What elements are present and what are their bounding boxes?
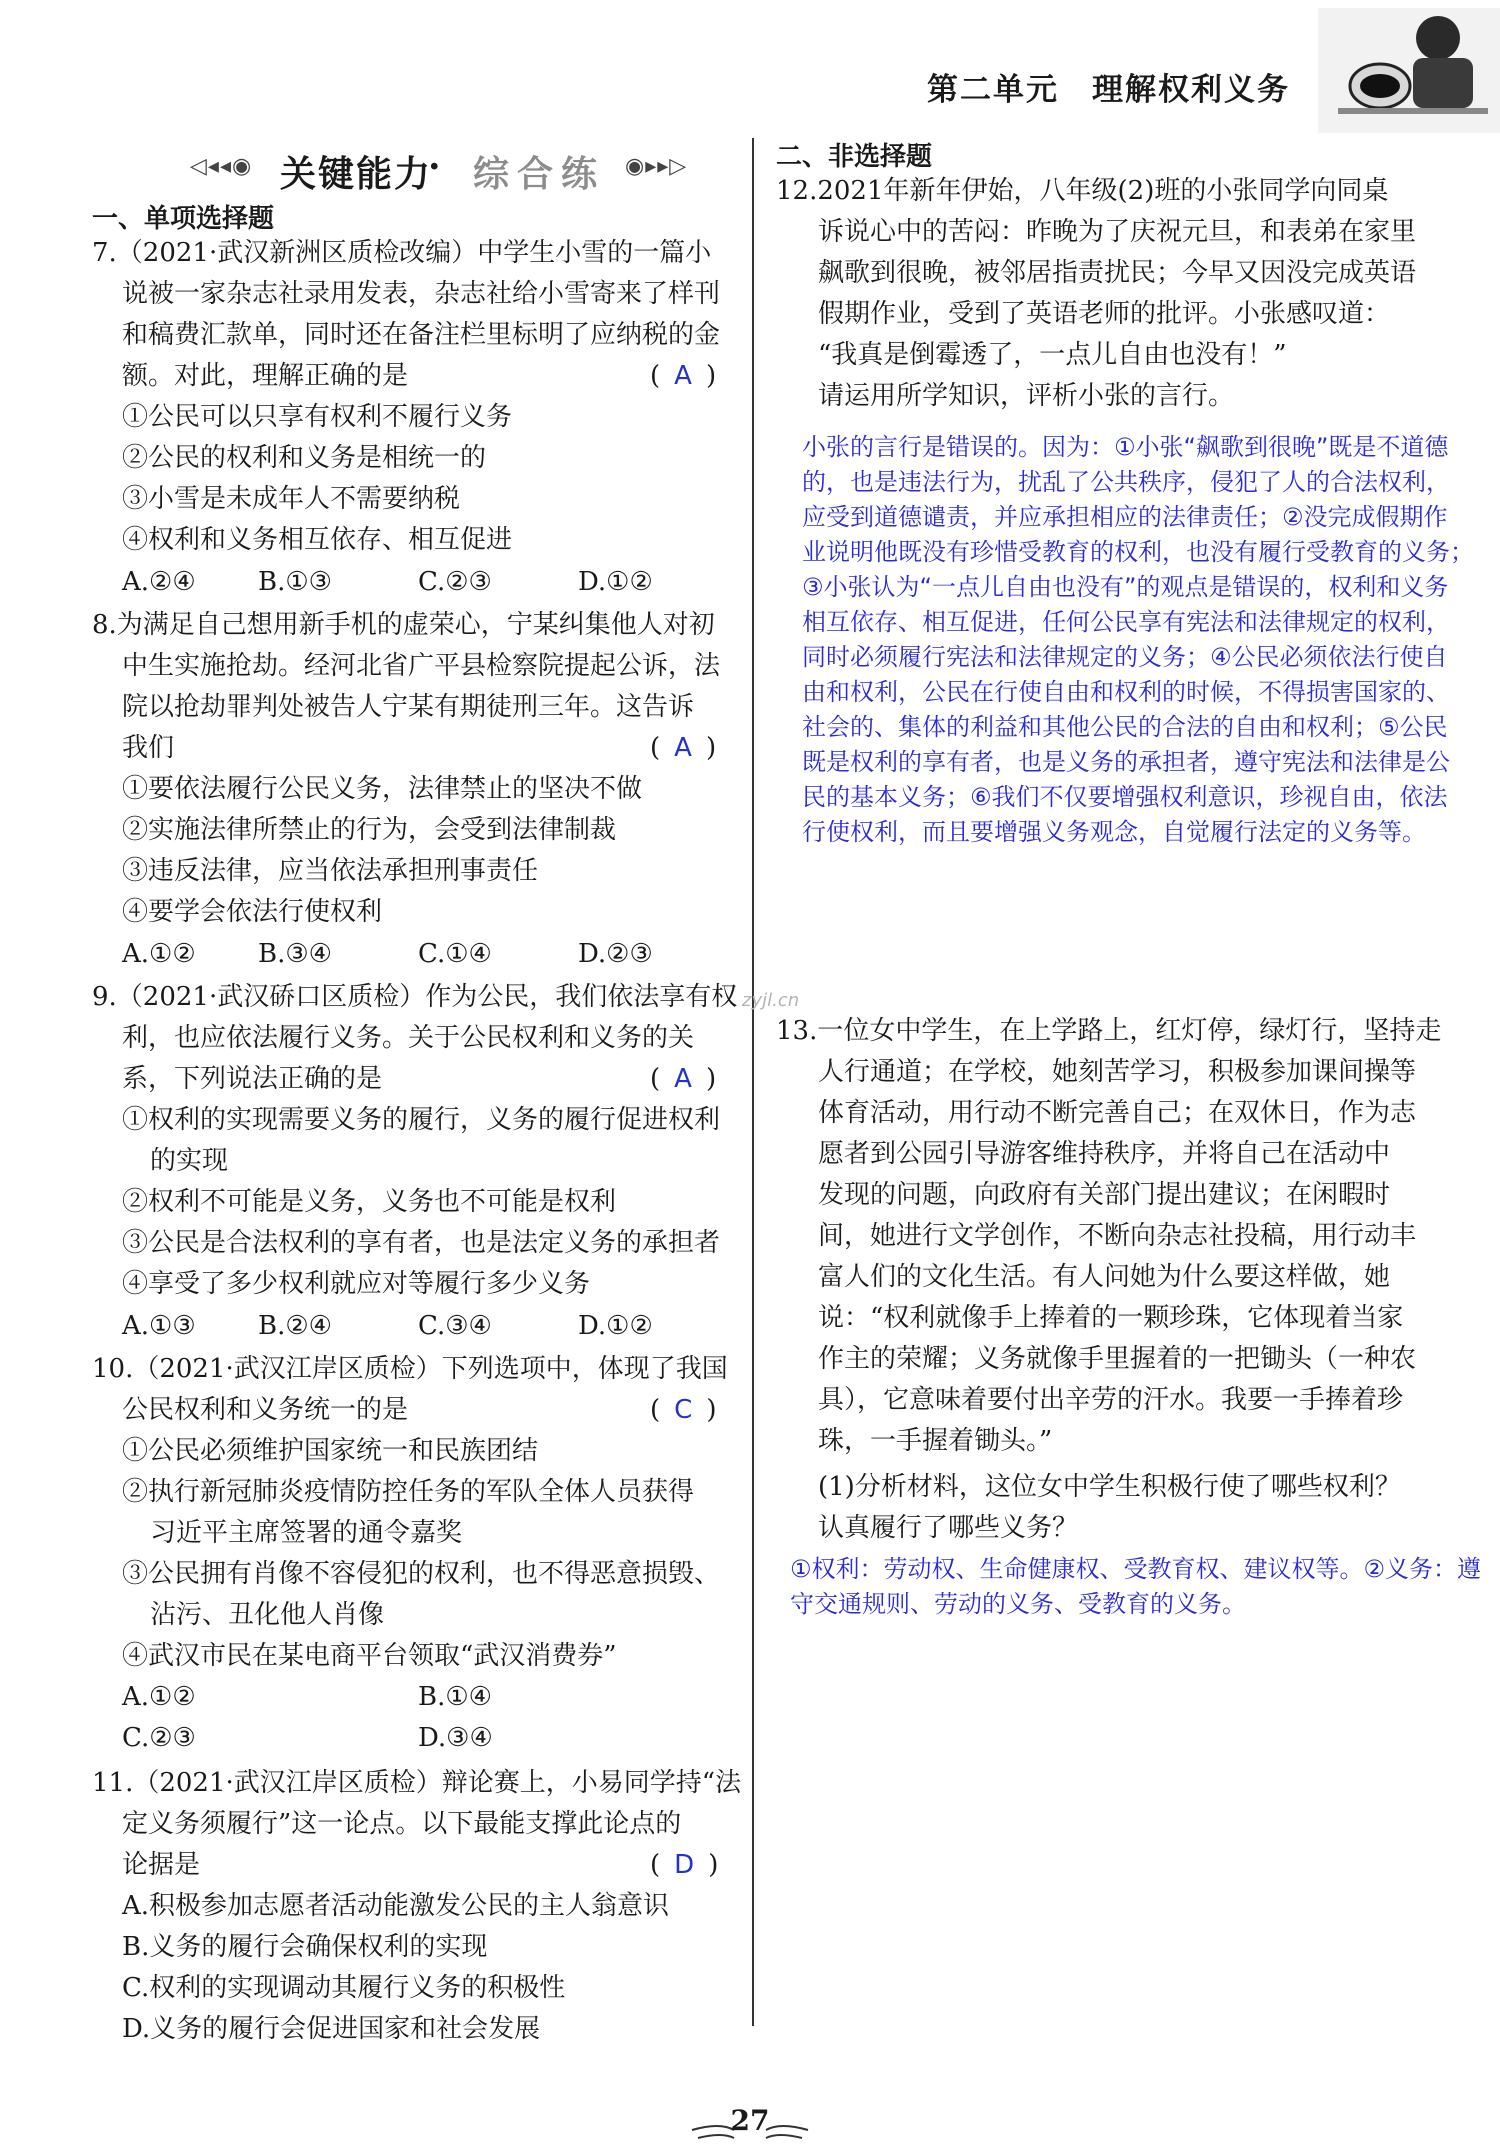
q12-answer-line: 社会的、集体的利益和其他公民的合法的自由和权利；⑤公民 [802,713,1448,741]
q7-stem-line: 和稿费汇款单，同时还在备注栏里标明了应纳税的金 [122,320,721,350]
q12-answer-line: 同时必须履行宪法和法律规定的义务；④公民必须依法行使自 [802,643,1448,671]
page-number-badge [690,2100,810,2148]
q10-statement: 习近平主席签署的通令嘉奖 [150,1518,463,1548]
q12-answer-line: 小张的言行是错误的。因为：①小张“飙歌到很晚”既是不道德 [802,433,1449,461]
q10-statement: ①公民必须维护国家统一和民族团结 [122,1436,539,1466]
q10-statement: ②执行新冠肺炎疫情防控任务的军队全体人员获得 [122,1477,695,1507]
q13-stem-line: 体育活动，用行动不断完善自己；在双休日，作为志 [818,1098,1417,1128]
q8-stem-line: 8.为满足自己想用新手机的虚荣心，宁某纠集他人对初 [92,610,715,640]
q10-option-d: D.③④ [418,1723,493,1753]
q9-option-b: B.②④ [258,1311,332,1341]
q13-stem-line: 富人们的文化生活。有人问她为什么要这样做，她 [818,1262,1391,1292]
q12-answer-line: 既是权利的享有者，也是义务的承担者，遵守宪法和法律是公 [802,748,1450,776]
q7-option-b: B.①③ [258,567,332,597]
q13-subquestion: (1)分析材料，这位女中学生积极行使了哪些权利？ [818,1472,1401,1502]
q10-stem-line: 10.（2021·武汉江岸区质检）下列选项中，体现了我国 [92,1354,728,1384]
q8-option-d: D.②③ [578,939,653,969]
q9-option-c: C.③④ [418,1311,492,1341]
q12-stem-line: “我真是倒霉透了，一点儿自由也没有！” [818,340,1287,370]
decorative-arrows-icon: ◁◂◂◉ [190,154,253,179]
q8-statement: ①要依法履行公民义务，法律禁止的坚决不做 [122,774,643,804]
q13-stem-line: 具），它意味着要付出辛劳的汗水。我要一手捧着珍 [818,1385,1404,1415]
q13-stem-line: 愿者到公园引导游客维持秩序，并将自己在活动中 [818,1139,1391,1169]
q7-statement: ②公民的权利和义务是相统一的 [122,443,487,473]
q8-option-b: B.③④ [258,939,332,969]
section-title-accent: 综合练 [473,153,606,195]
q13-stem-line: 作主的荣耀；义务就像手里握着的一把锄头（一种农 [818,1344,1417,1374]
part1-heading: 一、单项选择题 [92,204,275,234]
q9-statement: ①权利的实现需要义务的履行，义务的履行促进权利 [122,1105,721,1135]
unit-title: 第二单元 理解权利义务 [927,72,1290,108]
q9-statement: ④享受了多少权利就应对等履行多少义务 [122,1269,591,1299]
q7-statement: ④权利和义务相互依存、相互促进 [122,525,513,555]
q12-answer-line: 的，也是违法行为，扰乱了公共秩序，侵犯了人的合法权利， [802,468,1450,496]
q9-statement: ③公民是合法权利的享有者，也是法定义务的承担者 [122,1228,721,1258]
q11-option-c: C.权利的实现调动其履行义务的积极性 [122,1973,566,2003]
q7-answer-value: A [674,361,692,391]
q7-option-d: D.①② [578,567,653,597]
q12-answer-line: 行使权利，而且要增强义务观念，自觉履行法定的义务等。 [802,818,1426,846]
q9-option-a: A.①③ [122,1311,196,1341]
q8-statement: ④要学会依法行使权利 [122,897,383,927]
part2-heading: 二、非选择题 [776,142,933,172]
q11-option-b: B.义务的履行会确保权利的实现 [122,1932,488,1962]
q8-stem-line: 院以抢劫罪判处被告人宁某有期徒刑三年。这告诉 [122,692,695,722]
q12-answer-line: ③小张认为“一点儿自由也没有”的观点是错误的，权利和义务 [802,573,1449,601]
q9-answer-value: A [674,1064,692,1094]
q7-answer: ( A ) [650,361,717,391]
column-divider [752,138,754,2026]
q13-stem-line: 发现的问题，向政府有关部门提出建议；在闲暇时 [818,1180,1391,1210]
q8-option-c: C.①④ [418,939,492,969]
header-illustration [1318,8,1500,133]
q10-statement: ③公民拥有肖像不容侵犯的权利，也不得恶意损毁、 [122,1559,721,1589]
section-title [190,142,710,196]
q10-option-c: C.②③ [122,1723,196,1753]
section-title-dot: · [428,146,441,188]
q12-stem-line: 请运用所学知识，评析小张的言行。 [818,381,1235,411]
q11-answer-value: D [674,1850,695,1880]
q9-option-d: D.①② [578,1311,653,1341]
q8-stem-line: 我们 [122,733,175,763]
q7-stem-line: 额。对此，理解正确的是 [122,361,409,391]
q7-option-a: A.②④ [122,567,196,597]
q8-option-a: A.①② [122,939,196,969]
q7-option-c: C.②③ [418,567,492,597]
q13-stem-line: 珠，一手握着锄头。” [818,1426,1053,1456]
q7-stem-line: 说被一家杂志社录用发表，杂志社给小雪寄来了样刊 [122,279,721,309]
q12-answer-line: 业说明他既没有珍惜受教育的权利，也没有履行受教育的义务； [802,538,1474,566]
q13-stem-line: 人行通道；在学校，她刻苦学习，积极参加课间操等 [818,1057,1417,1087]
q7-stem-line: 7.（2021·武汉新洲区质检改编）中学生小雪的一篇小 [92,238,712,268]
q10-statement: 沾污、丑化他人肖像 [150,1600,385,1630]
q7-statement: ①公民可以只享有权利不履行义务 [122,402,513,432]
q8-answer: ( A ) [650,733,717,763]
section-title-main: 关键能力 [280,154,433,195]
q9-stem-line: 系，下列说法正确的是 [122,1064,383,1094]
q12-stem-line: 假期作业，受到了英语老师的批评。小张感叹道： [818,299,1391,329]
q10-answer: ( C ) [650,1395,717,1425]
q8-statement: ③违反法律，应当依法承担刑事责任 [122,856,539,886]
q13-answer-line: ①权利：劳动权、生命健康权、受教育权、建议权等。②义务：遵 [790,1555,1482,1583]
watermark: zyjl.cn [742,990,800,1011]
q11-answer: ( D ) [650,1850,719,1880]
q11-stem-line: 定义务须履行”这一论点。以下最能支撑此论点的 [122,1809,682,1839]
q10-stem-line: 公民权利和义务统一的是 [122,1395,409,1425]
q10-option-b: B.①④ [418,1682,492,1712]
q9-answer: ( A ) [650,1064,717,1094]
q8-statement: ②实施法律所禁止的行为，会受到法律制裁 [122,815,617,845]
q12-stem-line: 诉说心中的苦闷：昨晚为了庆祝元旦，和表弟在家里 [818,217,1417,247]
q12-stem-line: 12.2021年新年伊始，八年级(2)班的小张同学向同桌 [776,176,1389,206]
q9-stem-line: 利，也应依法履行义务。关于公民权利和义务的关 [122,1023,695,1053]
q12-stem-line: 飙歌到很晚，被邻居指责扰民；今早又因没完成英语 [818,258,1417,288]
q8-answer-value: A [674,733,692,763]
q9-stem-line: 9.（2021·武汉硚口区质检）作为公民，我们依法享有权 [92,982,738,1012]
q8-stem-line: 中生实施抢劫。经河北省广平县检察院提起公诉，法 [122,651,721,681]
q9-statement: 的实现 [150,1146,229,1176]
q11-option-a: A.积极参加志愿者活动能激发公民的主人翁意识 [122,1891,670,1921]
q13-stem-line: 间，她进行文学创作，不断向杂志社投稿，用行动丰 [818,1221,1417,1251]
q7-statement: ③小雪是未成年人不需要纳税 [122,484,461,514]
q12-answer-line: 民的基本义务；⑥我们不仅要增强权利意识，珍视自由，依法 [802,783,1448,811]
page-number: 27 [730,2104,770,2137]
q9-statement: ②权利不可能是义务，义务也不可能是权利 [122,1187,617,1217]
decorative-arrows-icon: ◉▸▸▷ [625,154,688,179]
q10-answer-value: C [674,1395,693,1425]
q13-stem-line: 说：“权利就像手上捧着的一颗珍珠，它体现着当家 [818,1303,1404,1333]
q13-stem-line: 13.一位女中学生，在上学路上，红灯停，绿灯行，坚持走 [776,1016,1442,1046]
q13-answer-line: 守交通规则、劳动的义务、受教育的义务。 [790,1590,1246,1618]
q10-option-a: A.①② [122,1682,196,1712]
q11-stem-line: 11.（2021·武汉江岸区质检）辩论赛上，小易同学持“法 [92,1768,742,1798]
q10-statement: ④武汉市民在某电商平台领取“武汉消费券” [122,1641,617,1671]
q13-subquestion: 认真履行了哪些义务？ [818,1513,1079,1543]
q12-answer-line: 相互依存、相互促进，任何公民享有宪法和法律规定的权利， [802,608,1450,636]
q11-option-d: D.义务的履行会促进国家和社会发展 [122,2014,541,2044]
q11-stem-line: 论据是 [122,1850,201,1880]
q12-answer-line: 由和权利，公民在行使自由和权利的时候，不得损害国家的、 [802,678,1450,706]
q12-answer-line: 应受到道德谴责，并应承担相应的法律责任；②没完成假期作 [802,503,1448,531]
